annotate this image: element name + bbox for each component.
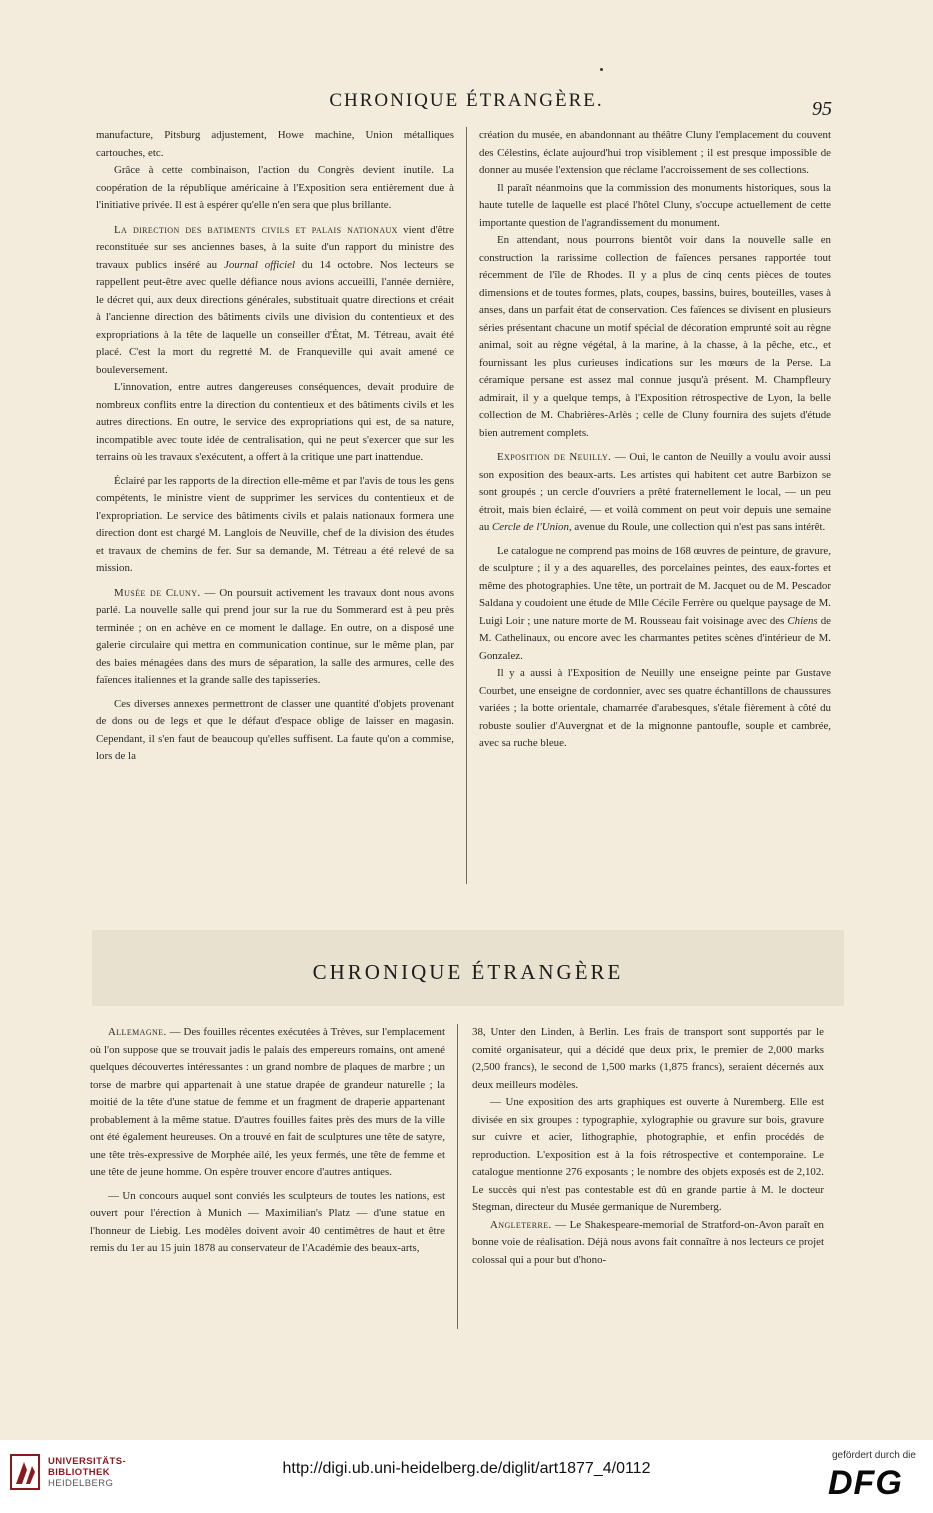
lower-right-column	[472, 1024, 824, 1269]
page-number: 95	[812, 98, 832, 120]
section-lead: Angleterre.	[490, 1218, 552, 1231]
paragraph: — Une exposition des arts graphiques est ouverte à Nuremberg. Elle est divisée en six groupes : typographie, xylographie ou gravure sur bois, gravure sur cuivre et acier, lithographie, photographie, et enfin procédés de reproduction. L'exposition est à la fois rétrospective et contemporaine. Le catalogue mentionne 276 exposants ; le nombre des objets exposés est de 2,102. Le succès qui n'est pas contestable est dû en grande partie à M. le docteur Stegman, directeur du Musée germanique de Nuremberg.	[472, 1096, 824, 1213]
paragraph-allemagne: Allemagne. — Des fouilles récentes exécutées à Trèves, sur l'emplacement où l'on suppose que se trouvait jadis le palais des empereurs romains, ont amené quelques découvertes intéressantes : un grand nombre de plaques de marbre ; un torse de marbre qui appartenait à une statue drapée de grandeur naturelle ; la moitié de la tête d'une statue de femme et un fragment de draperie appartenant probablement à la même statue. D'autres fouilles faites près des murs de la ville ont été également heureuses. On a trouvé en fait de sculptures une tête de satyre, une tête très-expressive de Morphée ailé, les yeux fermés, une tête de femme et une tête de jeune homme. On espère trouver encore d'autres antiques.	[90, 1026, 445, 1178]
paragraph: L'innovation, entre autres dangereuses conséquences, devait produire de nombreux conflits entre la direction du contentieux et des bâtiments civils et les autres directions. En outre, le service des expropriations qui est, de sa nature, incompatible avec toute idée de centralisation, qui ne peut s'exercer que sur les terrains où les travaux s'exécutent, a offert à la critique une part inattendue.	[96, 381, 454, 463]
paragraph: Éclairé par les rapports de la direction elle-même et par l'avis de tous les gens compétents, le ministre vient de supprimer les services du contentieux et de l'expropriation. Le service des bâtiments civils et palais nationaux formera une direction dont est chargé M. Langlois de Neuville, chef de la division des études et travaux de chemins de fer. Sur sa demande, M. Tétreau a été relevé de sa mission.	[96, 474, 454, 574]
ink-speck	[600, 68, 603, 71]
paragraph: 38, Unter den Linden, à Berlin. Les frais de transport sont supportés par le comité organisateur, qui a décidé que deux prix, le premier de 2,000 marks (2,500 francs), le second de 1,500 marks (1,875 francs), seraient décernés aux deux meilleurs modèles.	[472, 1026, 824, 1091]
section-header-band	[92, 930, 844, 1006]
permalink-url[interactable]: http://digi.ub.uni-heidelberg.de/diglit/art1877_4/0112	[282, 1460, 651, 1477]
paragraph-exposition-neuilly: Exposition de Neuilly. — Oui, le canton de Neuilly a voulu avoir aussi son exposition des beaux-arts. Les artistes qui habitent cet autre Barbizon se sont groupés ; un cercle d'ouvriers a prêté fraternellement le local, — un peu étroit, mais bien éclairé, — et voilà comment on peut voir depuis une semaine au Cercle de l'Union, avenue du Roule, une collection qui n'est pas sans intérêt.	[479, 451, 832, 533]
section-lead: Allemagne.	[108, 1026, 167, 1038]
upper-right-column	[479, 127, 831, 753]
paragraph-musee-cluny: Musée de Cluny. — On poursuit activement les travaux dont nous avons parlé. La nouvelle salle qui prend jour sur la rue du Sommerard est à peu près terminée ; on en achève en ce moment le dallage. En outre, on a disposé une galerie circulaire qui mettra en communication continue, sur le même plan, par des baies ménagées dans des murs de séparation, la salle des armures, celle des faïences italiennes et la grande salle des tapisseries.	[96, 586, 454, 686]
funded-by-label: gefördert durch die	[832, 1450, 916, 1461]
section-lead: La direction des batiments civils et palais nationaux	[114, 223, 398, 236]
paragraph: Il paraît néanmoins que la commission des monuments historiques, sous la haute tutelle de laquelle est placé l'hôtel Cluny, s'occupe actuellement de cette importante question de l'agrandissement du monument.	[479, 181, 831, 229]
paragraph: Il y a aussi à l'Exposition de Neuilly une enseigne peinte par Gustave Courbet, une enseigne de cordonnier, avec ses quatre échantillons de chaussures variées ; la botte orientale, chamarrée d'arabesques, s'étale fièrement à côté du robuste soulier d'Auvergnat et de la mignonne pantoufle, souple et cambrée, avec sa ruche bleue.	[479, 667, 831, 749]
paragraph-angleterre: Angleterre. — Le Shakespeare-memorial de Stratford-on-Avon paraît en bonne voie de réalisation. Déjà nous avons fait connaître à nos lecteurs ce projet colossal qui a pour but d'hono-	[472, 1218, 824, 1266]
upper-left-column	[96, 127, 454, 766]
column-rule	[457, 1024, 458, 1329]
paragraph: Grâce à cette combinaison, l'action du Congrès devient inutile. La coopération de la république américaine à l'Exposition sera entièrement due à l'initiative privée. Il est à espérer qu'elle n'en sera que plus brillante.	[96, 164, 454, 211]
paragraph: — Un concours auquel sont conviés les sculpteurs de toutes les nations, est ouvert pour l'érection à Munich — Maximilian's Platz — d'une statue en l'honneur de Liebig. Les modèles doivent avoir 40 centimètres de haut et être remis du 1er au 15 juin 1878 au conservateur de l'Académie des beaux-arts,	[90, 1189, 445, 1254]
section-title: CHRONIQUE ÉTRANGÈRE	[312, 960, 624, 984]
running-head: CHRONIQUE ÉTRANGÈRE.	[329, 90, 604, 111]
paragraph: Ces diverses annexes permettront de classer une quantité d'objets provenant de dons ou de legs et que le défaut d'espace oblige de laisser en magasin. Cependant, il s'en faut de beaucoup qu'elles suffisent. La faute qu'on a commise, lors de la	[96, 697, 454, 762]
section-lead: Musée de Cluny.	[114, 586, 201, 599]
library-name[interactable]: UNIVERSITÄTS- BIBLIOTHEK HEIDELBERG	[48, 1456, 127, 1489]
section-lead: Exposition de Neuilly.	[497, 451, 612, 463]
paragraph: Le catalogue ne comprend pas moins de 168 œuvres de peinture, de gravure, de sculpture ; il y a des aquarelles, des porcelaines peintes, des eaux-fortes et même des photographies. Une tête, un portrait de M. Jacquet ou de M. Pescador Saldana y coudoient une étude de Mlle Cécile Ferrère ou quelque paysage de M. Luigi Loir ; une nature morte de M. Rousseau fait voisinage avec des Chiens de M. Cathelinaux, ou encore avec les charmantes petites scènes d'intérieur de M. Gonzalez.	[479, 544, 831, 662]
paragraph: En attendant, nous pourrons bientôt voir dans la nouvelle salle en construction la rarissime collection de faïences persanes rapportée tout récemment de l'île de Rhodes. Il y a plus de cinq cents pièces de toutes dimensions et de toutes formes, plats, coupes, bassins, buires, bouteilles, vases à anses, dans un parfait état de conservation. Ces faïences se divisent en plusieurs séries présentant chacune un motif spécial de décoration emprunté soit au règne animal, soit au règne végétal, à la marine, à la chasse, à la pêche, etc., et fournissant les plus curieuses indications sur les mœurs de la Perse. La céramique persane est assez mal connue jusqu'à présent. M. Champfleury admirait, il y a quelque temps, à l'Exposition rétrospective de Lyon, la belle collection de M. Chabrières-Arlès ; celle de Cluny fournira des sujets d'étude bien autrement complets.	[479, 234, 831, 439]
paragraph-direction-batiments: La direction des batiments civils et palais nationaux vient d'être reconstituée sur ses anciennes bases, à la suite d'un rapport du ministre des travaux publics inséré au Journal officiel du 14 octobre. Nos lecteurs se rappellent peut-être avec quelle défiance nous avions accueilli, l'année dernière, le décret qui, aux deux directions générales, substituait quatre directions et créait à l'ancienne direction des bâtiments civils une division du contentieux et des expropriations à la tête de laquelle un conseiller d'État, M. Tétreau, avait été placé. C'est la mort du regretté M. de Franqueville qui avait amené ce bouleversement.	[96, 223, 455, 376]
lower-left-column	[90, 1024, 445, 1258]
paragraph: manufacture, Pitsburg adjustement, Howe machine, Union métalliques cartouches, etc.	[96, 129, 454, 159]
paragraph: création du musée, en abandonnant au théâtre Cluny l'emplacement du couvent des Célestins, éclate aujourd'hui trop visiblement ; il est presque impossible de donner au musée l'extension que réclame l'accroissement de ses collections.	[479, 129, 831, 176]
column-rule	[466, 127, 467, 884]
viewer-footer	[0, 1440, 933, 1513]
dfg-logo[interactable]: DFG	[828, 1464, 903, 1502]
